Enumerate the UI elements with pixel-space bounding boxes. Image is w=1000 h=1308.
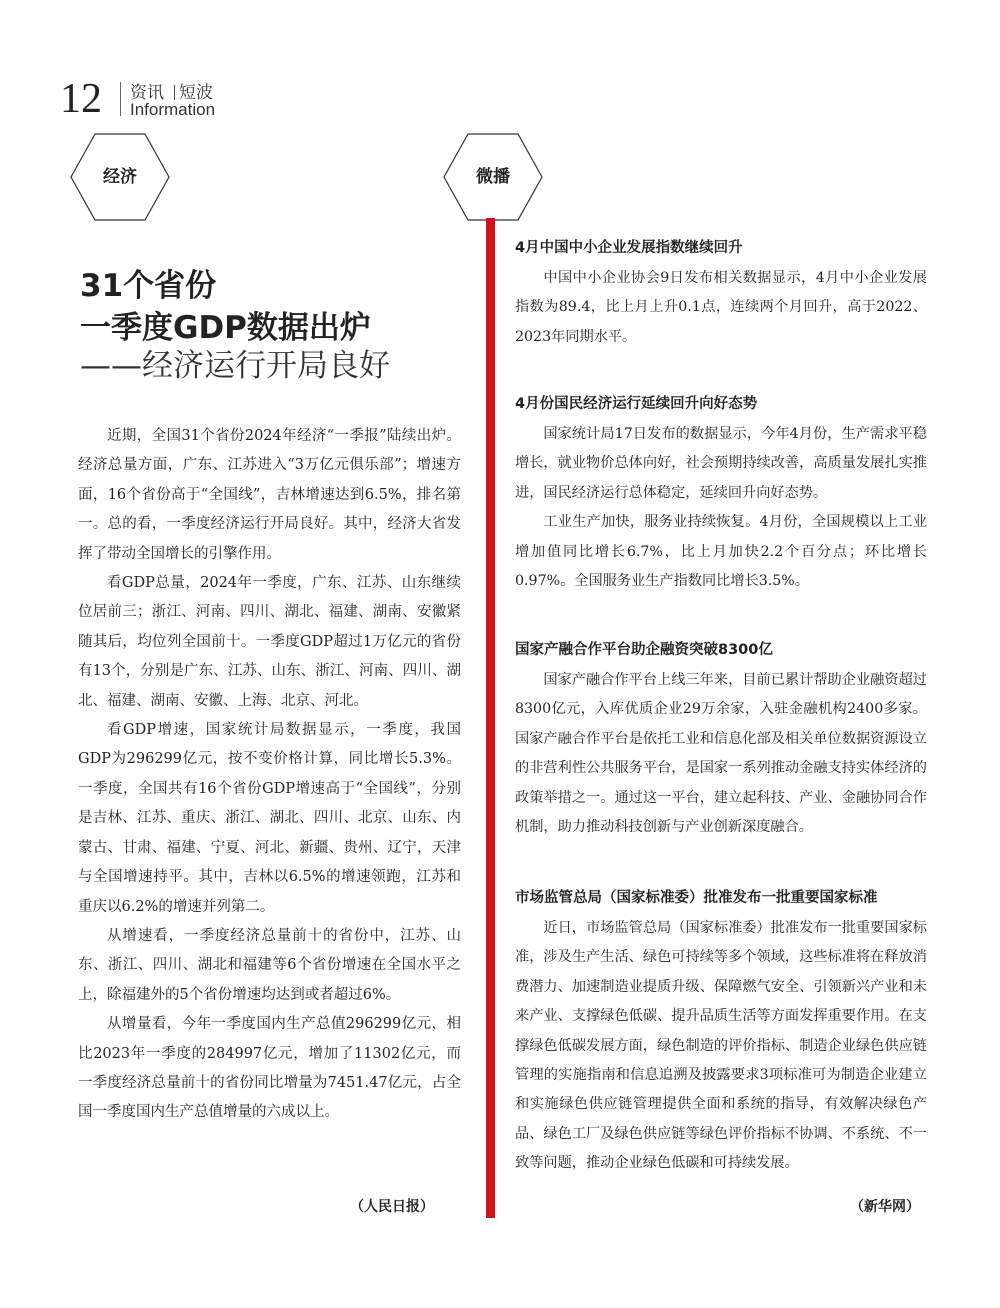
page-number: 12: [60, 76, 102, 122]
news-paragraph: 中国中小企业协会9日发布相关数据显示，4月中小企业发展指数为89.4，比上月上升0.1点，连续两个月回升，高于2022、2023年同期水平。: [515, 270, 927, 345]
article-title-line-1: 31个省份: [80, 268, 217, 304]
tag-weibo: [443, 133, 543, 221]
right-source: （新华网）: [850, 1199, 920, 1215]
news-title: 国家产融合作平台助企融资突破8300亿: [515, 642, 773, 658]
paragraph: 看GDP增速，国家统计局数据显示，一季度，我国GDP为296299亿元，按不变价格计算，同比增长5.3%。一季度，全国共有16个省份GDP增速高于“全国线”，分别是吉林、江苏、重庆、浙江、湖北、四川、北京、山东、内蒙古、甘肃、福建、宁夏、河北、新疆、贵州、辽宁，天津与全国增速持平。其中，吉林以6.5%的增速领跑，江苏和重庆以6.2%的增速并列第二。: [78, 722, 461, 915]
tag-economy-label: 经济: [103, 167, 137, 187]
left-source: （人民日报）: [350, 1199, 434, 1215]
header-divider: [120, 82, 121, 116]
news-title: 4月中国中小企业发展指数继续回升: [515, 240, 743, 256]
news-paragraph: 国家产融合作平台上线三年来，目前已累计帮助企业融资超过8300亿元，入库优质企业29万余家，入驻金融机构2400多家。国家产融合作平台是依托工业和信息化部及相关单位数据资源设立的非营利性公共服务平台，是国家一系列推动金融支持实体经济的政策举措之一。通过这一平台，建立起科技、产业、金融协同合作机制，助力推动科技创新与产业创新深度融合。: [515, 672, 927, 836]
paragraph: 从增量看，今年一季度国内生产总值296299亿元，相比2023年一季度的284997亿元，增加了11302亿元，而一季度经济总量前十的省份同比增量为7451.47亿元，占全国一季度国内生产总值增量的六成以上。: [78, 1016, 461, 1121]
section-separator: [174, 85, 175, 100]
section-label-2: 短波: [179, 83, 213, 103]
section-label-en: Information: [130, 100, 216, 119]
section-label-1: 资讯: [130, 83, 164, 103]
news-paragraph: 国家统计局17日发布的数据显示，今年4月份，生产需求平稳增长，就业物价总体向好，社会预期持续改善，高质量发展扎实推进，国民经济运行总体稳定，延续回升向好态势。: [515, 426, 927, 501]
paragraph: 看GDP总量，2024年一季度，广东、江苏、山东继续位居前三；浙江、河南、四川、湖北、福建、湖南、安徽紧随其后，均位列全国前十。一季度GDP超过1万亿元的省份有13个，分别是广东、江苏、山东、浙江、河南、四川、湖北、福建、湖南、安徽、上海、北京、河北。: [78, 575, 461, 709]
news-item: [515, 638, 927, 842]
left-article-body: [78, 422, 461, 1128]
news-item: [515, 886, 927, 1179]
paragraph: 从增速看，一季度经济总量前十的省份中，江苏、山东、浙江、四川、湖北和福建等6个省份增速在全国水平之上，除福建外的5个省份增速均达到或者超过6%。: [78, 927, 461, 1003]
paragraph: 近期，全国31个省份2024年经济“一季报”陆续出炉。经济总量方面，广东、江苏进入“3万亿元俱乐部”；增速方面，16个省份高于“全国线”，吉林增速达到6.5%，排名第一。总的看，一季度经济运行开局良好。其中，经济大省发挥了带动全国增长的引擎作用。: [78, 428, 461, 562]
column-divider: [486, 218, 495, 1218]
article-subtitle: ——经济运行开局良好: [80, 348, 390, 384]
news-title: 市场监管总局（国家标准委）批准发布一批重要国家标准: [515, 890, 878, 906]
tag-economy: [70, 133, 170, 221]
news-paragraph: 近日，市场监管总局（国家标准委）批准发布一批重要国家标准，涉及生产生活、绿色可持续等多个领域，这些标准将在释放消费潜力、加速制造业提质升级、保障燃气安全、引领新兴产业和未来产业、支撑绿色低碳、提升品质生活等方面发挥重要作用。在支撑绿色低碳发展方面，绿色制造的评价指标、制造企业绿色供应链管理的实施指南和信息追溯及披露要求3项标准可为制造企业建立和实施绿色供应链管理提供全面和系统的指导，有效解决绿色产品、绿色工厂及绿色供应链等绿色评价指标不协调、不系统、不一致等问题，推动企业绿色低碳和可持续发展。: [515, 920, 927, 1172]
news-item: [515, 236, 927, 352]
news-paragraph: 工业生产加快，服务业持续恢复。4月份，全国规模以上工业增加值同比增长6.7%，比上月加快2.2个百分点；环比增长0.97%。全国服务业生产指数同比增长3.5%。: [515, 514, 927, 590]
article-title-line-2: 一季度GDP数据出炉: [80, 310, 371, 346]
news-title: 4月份国民经济运行延续回升向好态势: [515, 396, 758, 412]
news-item: [515, 392, 927, 596]
tag-weibo-label: 微播: [476, 167, 510, 187]
